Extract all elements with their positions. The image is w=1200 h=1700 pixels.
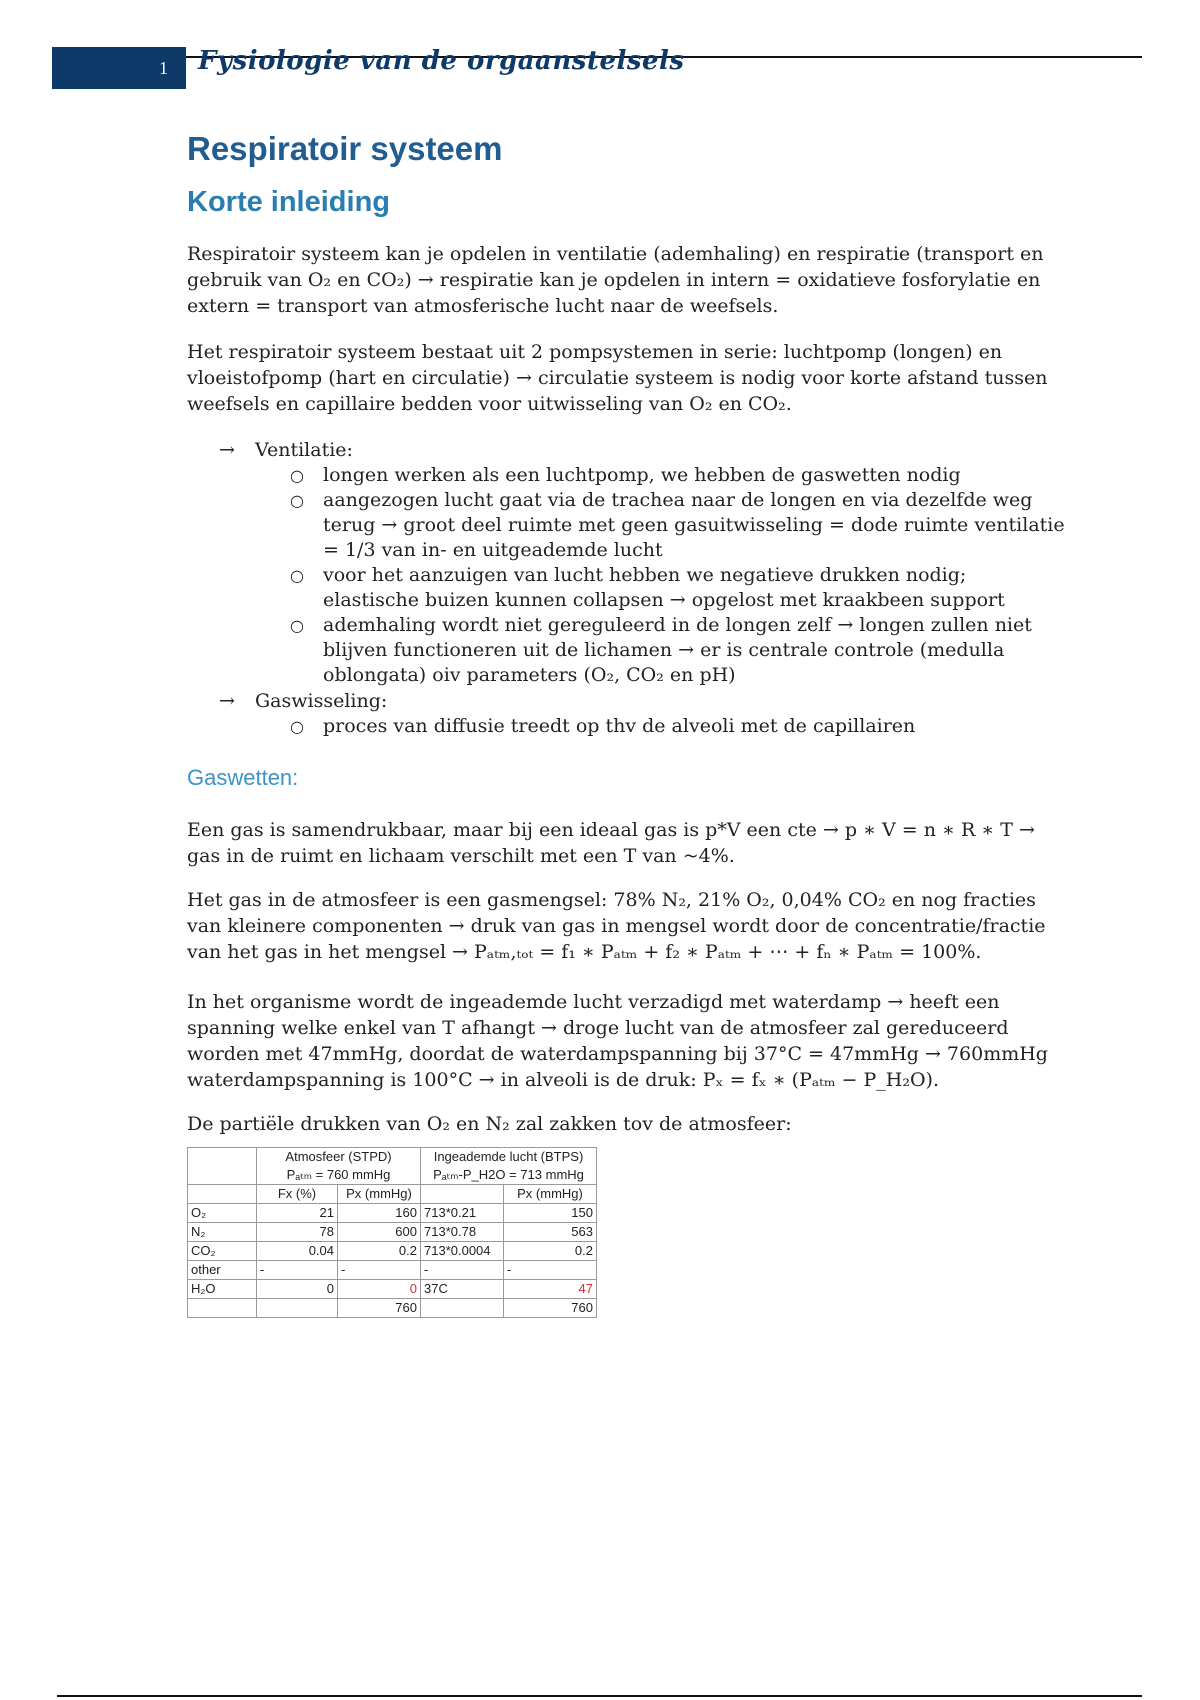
table-cell-highlight: 0 (338, 1280, 421, 1299)
table-cell: 37C (421, 1280, 504, 1299)
table-cell (421, 1185, 504, 1204)
table-cell: - (257, 1261, 338, 1280)
subsection-title: Korte inleiding (187, 186, 390, 218)
table-cell (257, 1299, 338, 1318)
gaswetten-paragraph-2: Het gas in de atmosfeer is een gasmengsel: 78% N₂, 21% O₂, 0,04% CO₂ en nog fracties van kleinere componenten → druk van gas in mengsel wordt door de concentratie/fractie van het gas in het mengsel → Pₐₜₘ,ₜₒₜ = f₁ ∗ Pₐₜₘ + f₂ ∗ Pₐₜₘ + ⋯ + fₙ ∗ Pₐₜₘ = 100%. (187, 889, 1046, 963)
table-cell: 150 (504, 1204, 597, 1223)
table-cell: 600 (338, 1223, 421, 1242)
table-header-group: Atmosfeer (STPD) Pₐₜₘ = 760 mmHg (257, 1148, 421, 1185)
list-label: Gaswisseling: (255, 690, 388, 712)
list-item (187, 488, 1067, 563)
list-item-text: longen werken als een luchtpomp, we hebben de gaswetten nodig (323, 464, 961, 486)
table-cell (188, 1185, 257, 1204)
arrow-icon: → (219, 439, 235, 461)
table-cell: O₂ (188, 1204, 257, 1223)
list-item (187, 714, 1067, 739)
arrow-icon: → (219, 690, 235, 712)
table-cell: - (421, 1261, 504, 1280)
table-cell-highlight: 47 (504, 1280, 597, 1299)
table-cell: N₂ (188, 1223, 257, 1242)
gaswetten-paragraph-3: In het organisme wordt de ingeademde lucht verzadigd met waterdamp → heeft een spanning welke enkel van T afhangt → droge lucht van de atmosfeer zal gereduceerd worden met 47mmHg, doordat de waterdampspanning bij 37°C = 47mmHg → 760mmHg waterdampspanning is 100°C → in alveoli is de druk: Pₓ = fₓ ∗ (Pₐₜₘ − P_H₂O). (187, 991, 1048, 1091)
list-item-text: ademhaling wordt niet gereguleerd in de longen zelf → longen zullen niet blijven functioneren uit de lichamen → er is centrale controle (medulla oblongata) oiv parameters (O₂, CO₂ en pH) (323, 614, 1032, 686)
table-row (188, 1223, 597, 1242)
table-cell: H₂O (188, 1280, 257, 1299)
partial-pressure-table (187, 1147, 597, 1318)
gaswetten-paragraph-4: De partiële drukken van O₂ en N₂ zal zakken tov de atmosfeer: (187, 1113, 792, 1135)
section-title: Respiratoir systeem (187, 130, 503, 167)
table-cell: 713*0.21 (421, 1204, 504, 1223)
list-item-text: voor het aanzuigen van lucht hebben we negatieve drukken nodig; elastische buizen kunnen collapsen → opgelost met kraakbeen support (323, 564, 1005, 611)
list-item-text: proces van diffusie treedt op thv de alveoli met de capillairen (323, 715, 916, 737)
table-cell: 0 (257, 1280, 338, 1299)
table-row (188, 1242, 597, 1261)
table-row (188, 1204, 597, 1223)
list-item (187, 563, 1067, 613)
table-cell (188, 1299, 257, 1318)
table-total: 760 (338, 1299, 421, 1318)
table-cell: CO₂ (188, 1242, 257, 1261)
bullet-list (187, 437, 1067, 739)
table-header: Fx (%) (257, 1185, 338, 1204)
table-total-row (188, 1299, 597, 1318)
circle-bullet-icon: ○ (290, 491, 304, 510)
table-cell: 0.2 (338, 1242, 421, 1261)
list-label: Ventilatie: (255, 439, 353, 461)
circle-bullet-icon: ○ (290, 717, 304, 736)
table-cell: 563 (504, 1223, 597, 1242)
table-cell: 21 (257, 1204, 338, 1223)
table-header: Px (mmHg) (338, 1185, 421, 1204)
table-cell (421, 1299, 504, 1318)
list-item (187, 463, 1067, 488)
table-cell (188, 1148, 257, 1185)
list-item-gaswisseling (187, 688, 1067, 714)
list-item (187, 613, 1067, 688)
footer-rule (57, 1695, 1142, 1697)
header-title: Fysiologie van de orgaanstelsels (198, 46, 685, 76)
table-row (188, 1261, 597, 1280)
gaswetten-heading: Gaswetten: (187, 765, 299, 790)
list-item-text: aangezogen lucht gaat via de trachea naar de longen en via dezelfde weg terug → groot deel ruimte met geen gasuitwisseling = dode ruimte ventilatie = 1/3 van in- en uitgeademde lucht (323, 489, 1065, 561)
table-cell: other (188, 1261, 257, 1280)
table-row (188, 1280, 597, 1299)
table-cell: 0.04 (257, 1242, 338, 1261)
table-cell: 160 (338, 1204, 421, 1223)
table-cell: - (338, 1261, 421, 1280)
table-cell: 713*0.0004 (421, 1242, 504, 1261)
table-total: 760 (504, 1299, 597, 1318)
circle-bullet-icon: ○ (290, 616, 304, 635)
list-item-ventilatie (187, 437, 1067, 463)
page-number: 1 (52, 47, 186, 89)
table-cell: - (504, 1261, 597, 1280)
intro-paragraph-2: Het respiratoir systeem bestaat uit 2 pompsystemen in serie: luchtpomp (longen) en vloeistofpomp (hart en circulatie) → circulatie systeem is nodig voor korte afstand tussen weefsels en capillaire bedden voor uitwisseling van O₂ en CO₂. (187, 341, 1048, 415)
intro-paragraph-1: Respiratoir systeem kan je opdelen in ventilatie (ademhaling) en respiratie (transport en gebruik van O₂ en CO₂) → respiratie kan je opdelen in intern = oxidatieve fosforylatie en extern = transport van atmosferische lucht naar de weefsels. (187, 243, 1044, 317)
table-header: Px (mmHg) (504, 1185, 597, 1204)
document-body (187, 130, 1067, 1318)
circle-bullet-icon: ○ (290, 566, 304, 585)
gaswetten-paragraph-1: Een gas is samendrukbaar, maar bij een ideaal gas is p*V een cte → p ∗ V = n ∗ R ∗ T → gas in de ruimt en lichaam verschilt met een T van ~4%. (187, 819, 1035, 867)
circle-bullet-icon: ○ (290, 466, 304, 485)
table-cell: 78 (257, 1223, 338, 1242)
table-cell: 713*0.78 (421, 1223, 504, 1242)
table-cell: 0.2 (504, 1242, 597, 1261)
table-header-group: Ingeademde lucht (BTPS) Pₐₜₘ-P_H2O = 713 mmHg (421, 1148, 597, 1185)
